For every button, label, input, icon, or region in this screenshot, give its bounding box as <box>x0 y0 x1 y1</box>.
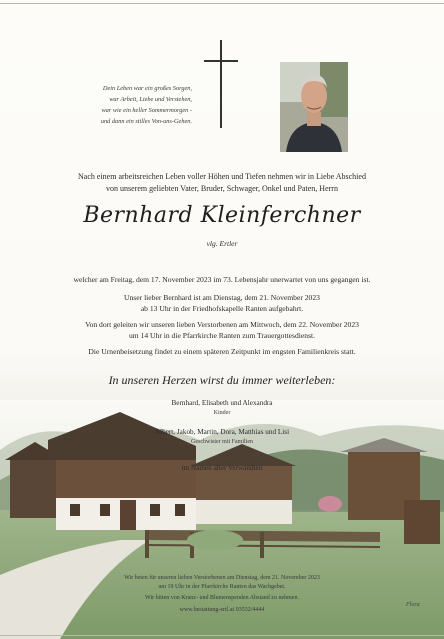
family-kinder <box>60 398 384 418</box>
vulgo-name: vlg. Ertler <box>206 239 238 248</box>
artist-signature: Flora <box>406 602 420 608</box>
poem-line: Dein Leben war ein großes Sorgen, <box>102 85 192 92</box>
family-names: Albert, Jakob, Martin, Dora, Matthias und Lisi <box>154 428 290 436</box>
footer-line: Wir bitten von Kranz- und Blumenspenden Abstand zu nehmen. <box>145 595 299 601</box>
motto-heading: In unseren Herzen wirst du immer weiterleben: <box>108 373 336 387</box>
family-names: Bernhard, Elisabeth und Alexandra <box>171 399 273 407</box>
portrait-photo <box>280 62 348 152</box>
family-names: im Namen aller Verwandten <box>181 464 263 472</box>
funeral-line: um 14 Uhr in die Pfarrkirche Ranten zum Trauergottesdienst. <box>128 331 316 340</box>
top-edge <box>0 3 444 4</box>
family-verwandte <box>60 463 384 473</box>
poem-line: und dann ein stilles Von-uns-Gehen. <box>100 118 192 125</box>
intro-text <box>30 171 414 194</box>
intro-line: von unserem geliebten Vater, Bruder, Schwager, Onkel und Paten, Herrn <box>106 183 338 193</box>
undertaker-contact: www.bestattung-ertl.at 03532/4444 <box>179 606 265 613</box>
poem <box>62 83 192 127</box>
urn-text: Die Urnenbeisetzung findet zu einem späteren Zeitpunkt im engsten Familienkreis statt. <box>88 347 356 356</box>
bottom-edge <box>0 635 444 636</box>
wake-line: Unser lieber Bernhard ist am Dienstag, dem 21. November 2023 <box>124 293 320 302</box>
family-relation: Geschwister mit Familien <box>191 439 253 445</box>
wake-line: ab 13 Uhr in der Friedhofskapelle Ranten aufgebahrt. <box>140 304 304 313</box>
death-text: welcher am Freitag, dem 17. November 2023 im 73. Lebensjahr unerwartet von uns gegangen ist. <box>73 275 371 284</box>
poem-line: war wie ein heller Sommermorgen - <box>101 107 192 114</box>
funeral-line: Von dort geleiten wir unseren lieben Verstorbenen am Mittwoch, dem 22. November 2023 <box>85 320 359 329</box>
family-relation: Kinder <box>213 410 231 416</box>
footer-notice <box>70 574 374 614</box>
footer-line: um 19 Uhr in der Pfarrkirche Ranten das Wachgebet. <box>158 583 286 590</box>
deceased-name: Bernhard Kleinferchner <box>83 203 361 228</box>
wake-text <box>22 292 422 314</box>
poem-line: war Arbeit, Liebe und Verstehen, <box>109 96 192 103</box>
footer-line: Wir beten für unseren lieben Verstorbenen am Dienstag, dem 21. November 2023 <box>124 575 320 581</box>
intro-line: Nach einem arbeitsreichen Leben voller Höhen und Tiefen nehmen wir in Liebe Abschied <box>78 172 366 181</box>
family-geschwister <box>60 427 384 447</box>
cross-icon <box>204 40 238 128</box>
funeral-text <box>22 319 422 341</box>
